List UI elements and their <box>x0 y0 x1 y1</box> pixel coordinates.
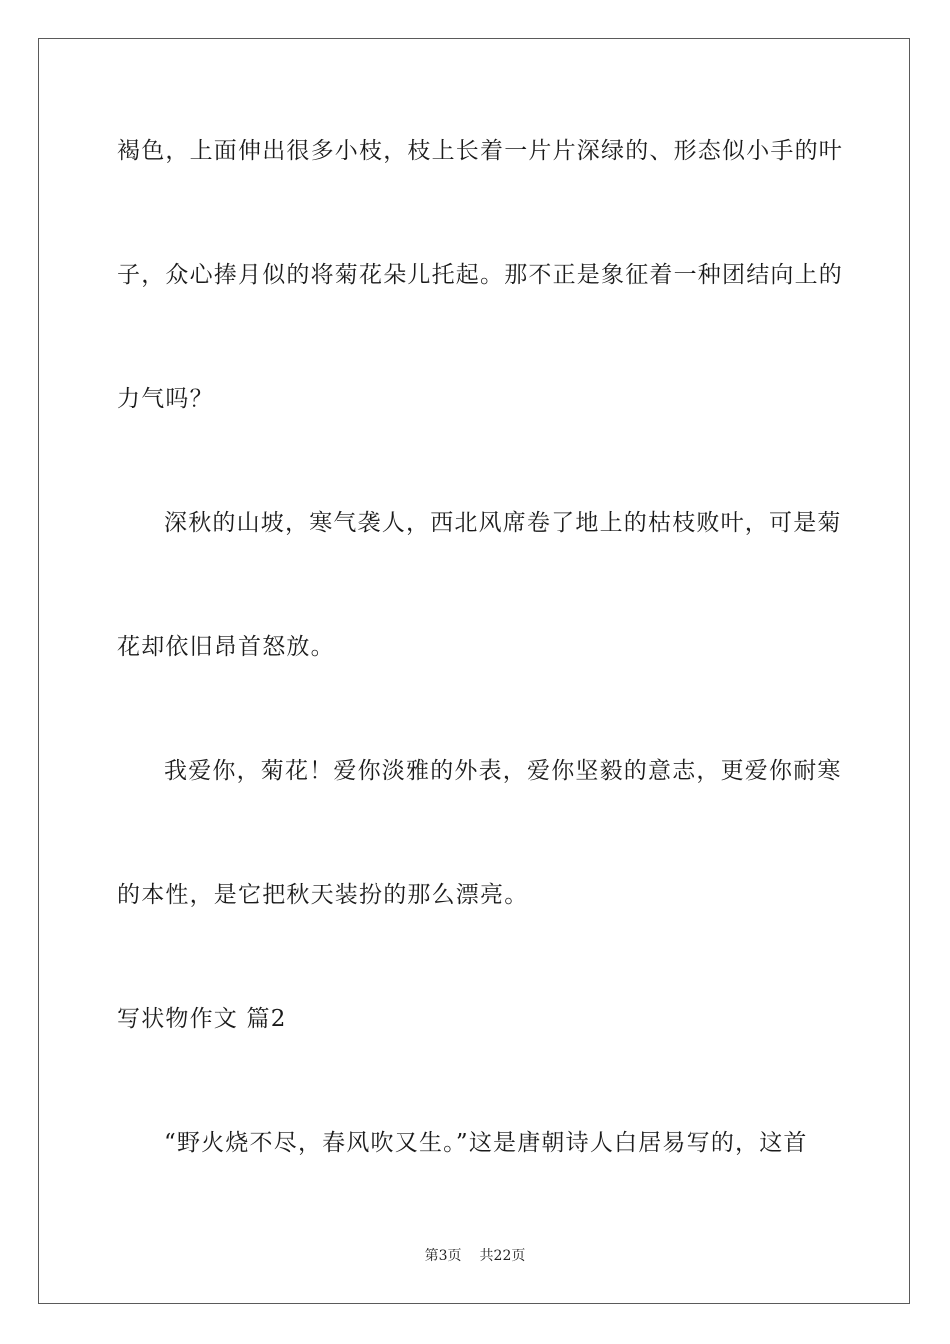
page-footer <box>0 1247 950 1265</box>
body-text-line: 的本性，是它把秋天装扮的那么漂亮。 <box>117 882 529 908</box>
paragraph-start-line: 我爱你，菊花！爱你淡雅的外表，爱你坚毅的意志，更爱你耐寒 <box>164 758 842 784</box>
page-number: 第3页 <box>424 1248 462 1264</box>
body-text-line: 力气吗？ <box>117 386 214 412</box>
body-text-line: 花却依旧昂首怒放。 <box>117 634 335 660</box>
paragraph-start-line: 深秋的山坡，寒气袭人，西北风席卷了地上的枯枝败叶，可是菊 <box>164 510 842 536</box>
body-text-line: 褐色，上面伸出很多小枝，枝上长着一片片深绿的、形态似小手的叶 <box>117 138 843 164</box>
body-text-line: 子，众心捧月似的将菊花朵儿托起。那不正是象征着一种团结向上的 <box>117 262 843 288</box>
section-heading: 写状物作文 篇2 <box>117 1006 287 1032</box>
total-pages: 共22页 <box>479 1248 526 1264</box>
paragraph-start-line: “野火烧不尽，春风吹又生。”这是唐朝诗人白居易写的，这首 <box>164 1130 808 1156</box>
page-border <box>38 38 910 1304</box>
